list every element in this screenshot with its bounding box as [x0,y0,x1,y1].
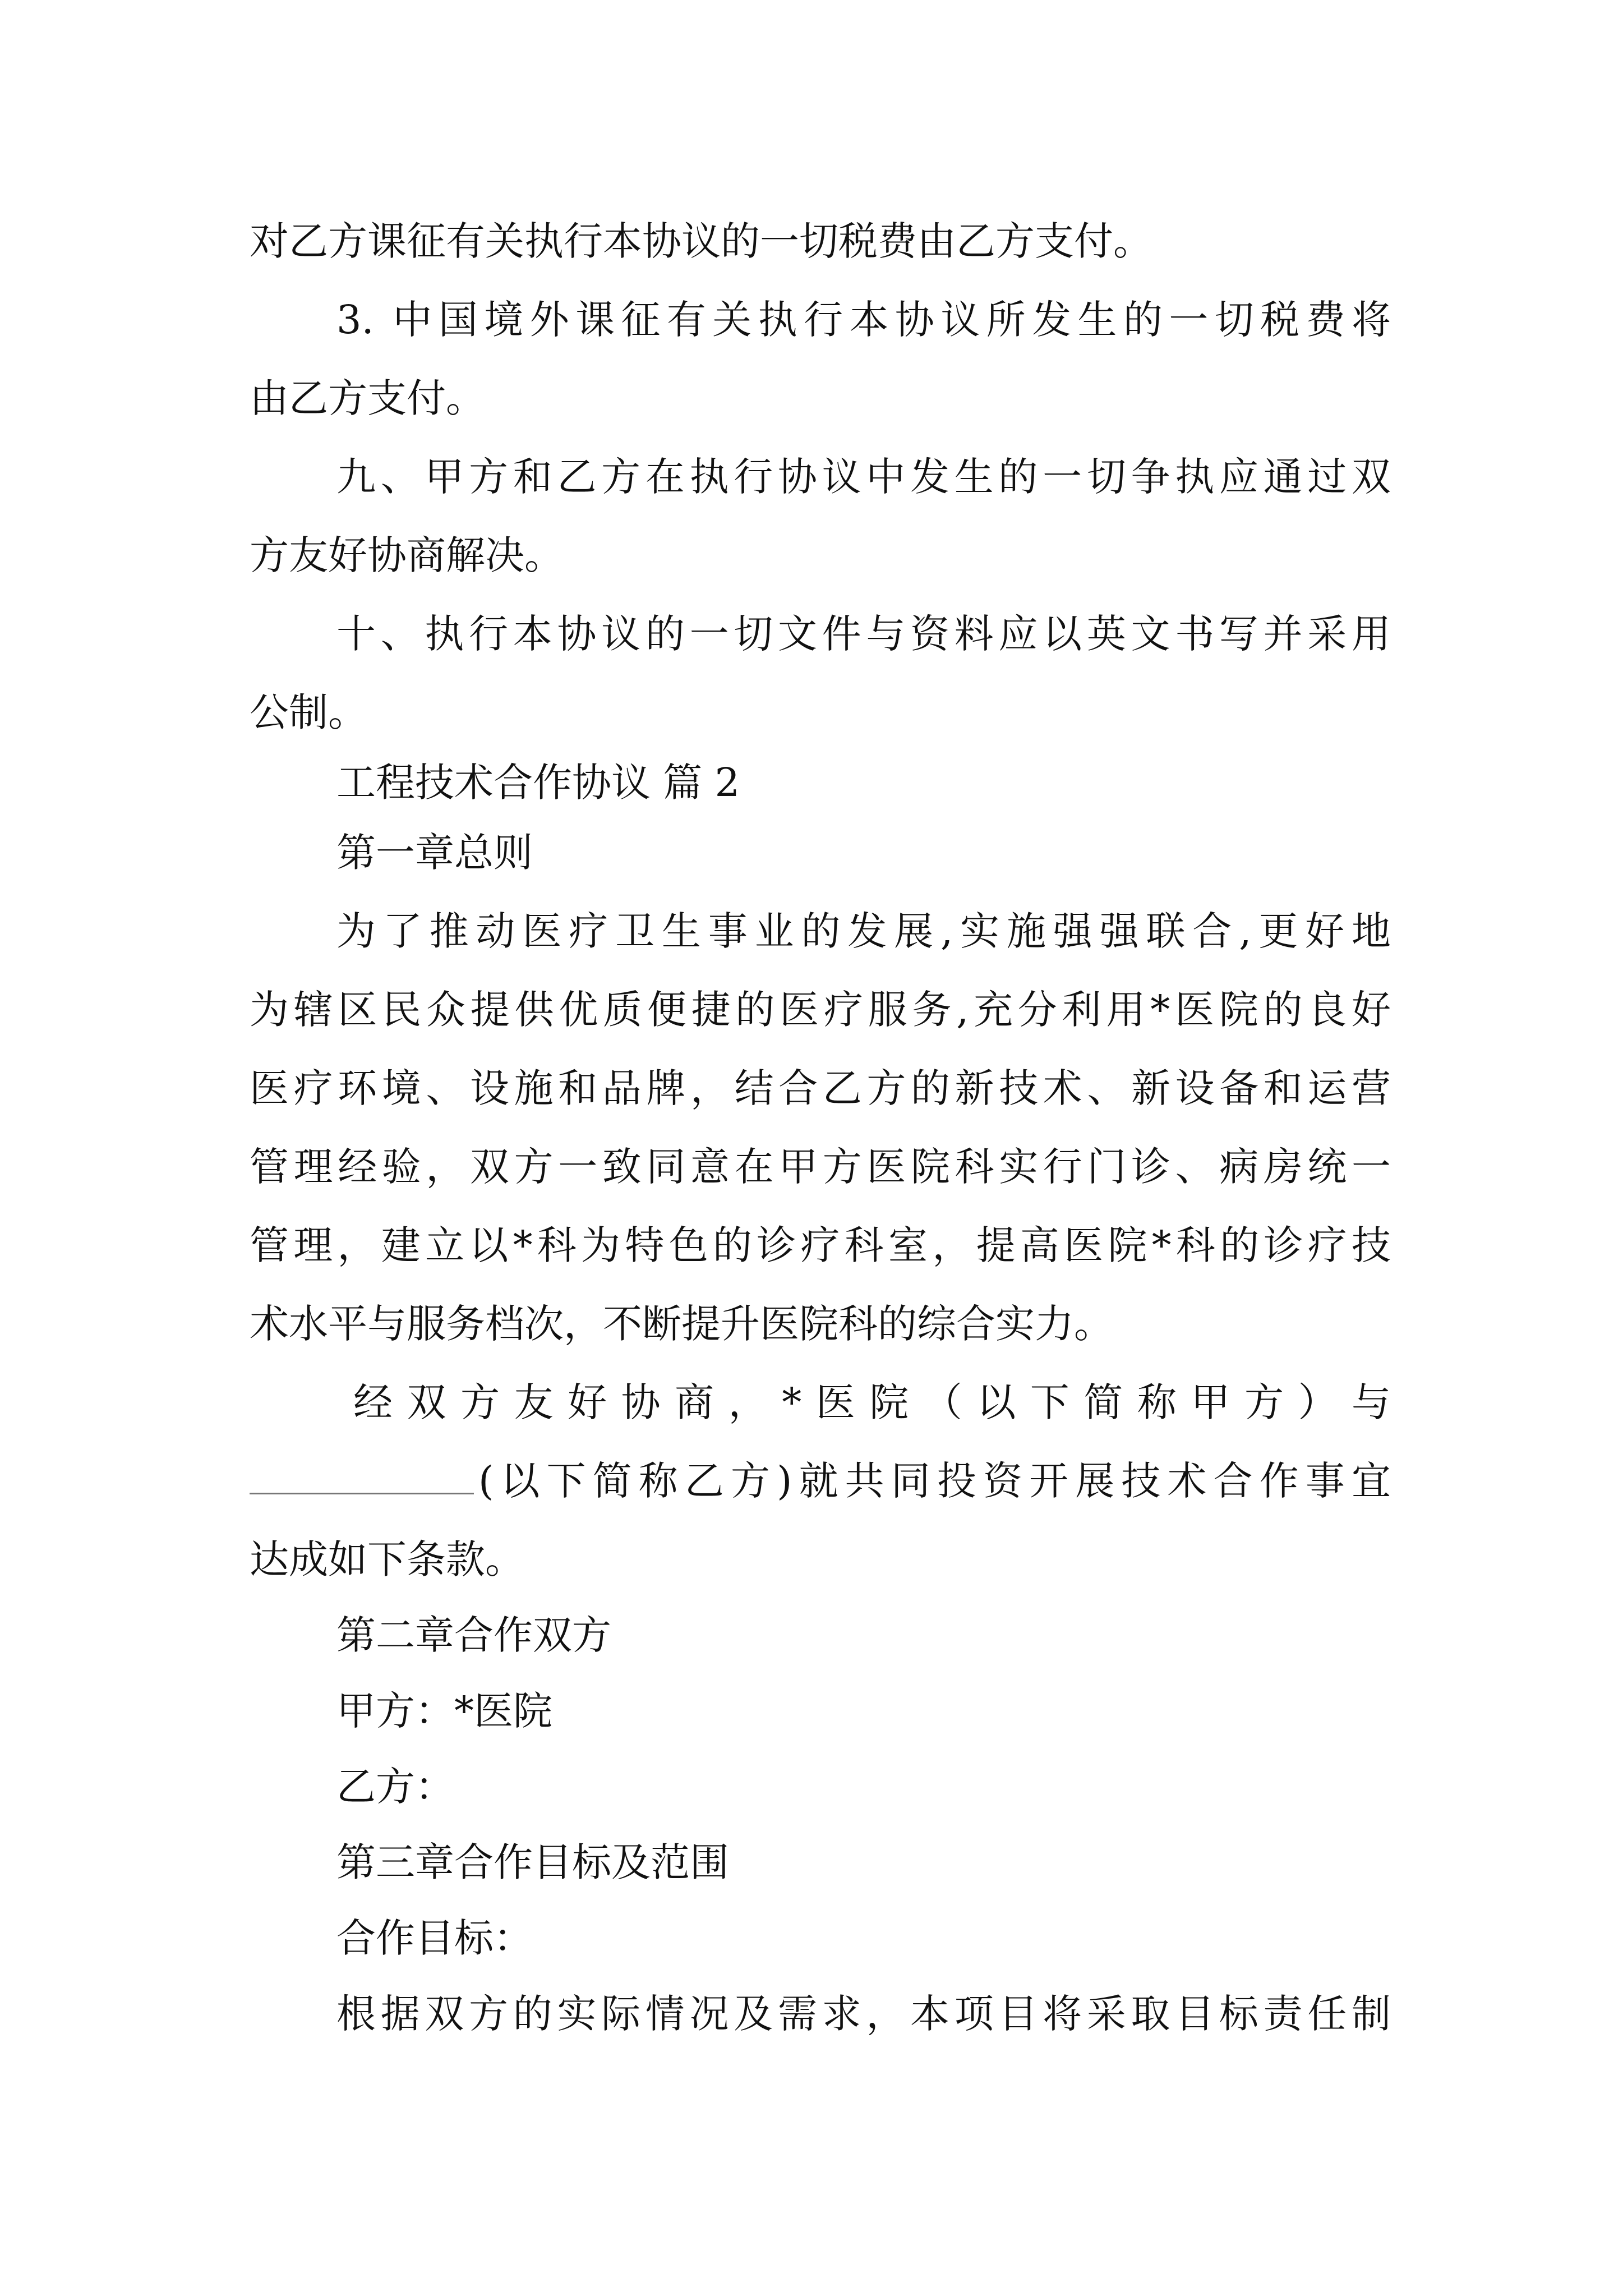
text-line: 对乙方课征有关执行本协议的一切税费由乙方支付。 [250,218,1152,264]
text-line: 管理，建立以*科为特色的诊疗科室，提高医院*科的诊疗技 [250,1222,1391,1268]
text-line: 乙方： [336,1764,454,1810]
text-line: 医疗环境、设施和品牌，结合乙方的新技术、新设备和运营 [250,1065,1391,1111]
text-line: 由乙方支付。 [250,375,485,421]
text-fragment: (以下简称乙方)就共同投资开展技术合作事宜 [478,1458,1391,1504]
text-line: 公制。 [250,689,367,735]
text-line: 术水平与服务档次，不断提升医院科的综合实力。 [250,1301,1113,1347]
text-line: 管理经验，双方一致同意在甲方医院科实行门诊、病房统一 [250,1144,1391,1190]
chapter-heading: 第三章合作目标及范围 [336,1839,729,1885]
text-line: 九、甲方和乙方在执行协议中发生的一切争执应通过双 [336,454,1391,500]
text-line: 合作目标： [336,1915,533,1961]
text-line: 为了推动医疗卫生事业的发展,实施强强联合,更好地 [336,908,1391,954]
text-line: 十、执行本协议的一切文件与资料应以英文书写并采用 [336,611,1391,657]
fill-in-blank [250,1460,474,1494]
text-line-with-blank [250,1456,1391,1506]
text-line: 达成如下条款。 [250,1536,524,1582]
text-line: 经双方友好协商，*医院（以下简称甲方）与 [353,1379,1391,1425]
text-line: 3. 中国境外课征有关执行本协议所发生的一切税费将 [336,297,1391,343]
section-title: 工程技术合作协议 篇 2 [336,760,740,806]
chapter-heading: 第一章总则 [336,830,533,876]
text-line: 为辖区民众提供优质便捷的医疗服务,充分利用*医院的良好 [250,987,1391,1033]
text-line: 根据双方的实际情况及需求，本项目将采取目标责任制 [336,1991,1391,2037]
chapter-heading: 第二章合作双方 [336,1612,611,1658]
text-line: 甲方：*医院 [336,1688,552,1734]
text-line: 方友好协商解决。 [250,532,564,578]
